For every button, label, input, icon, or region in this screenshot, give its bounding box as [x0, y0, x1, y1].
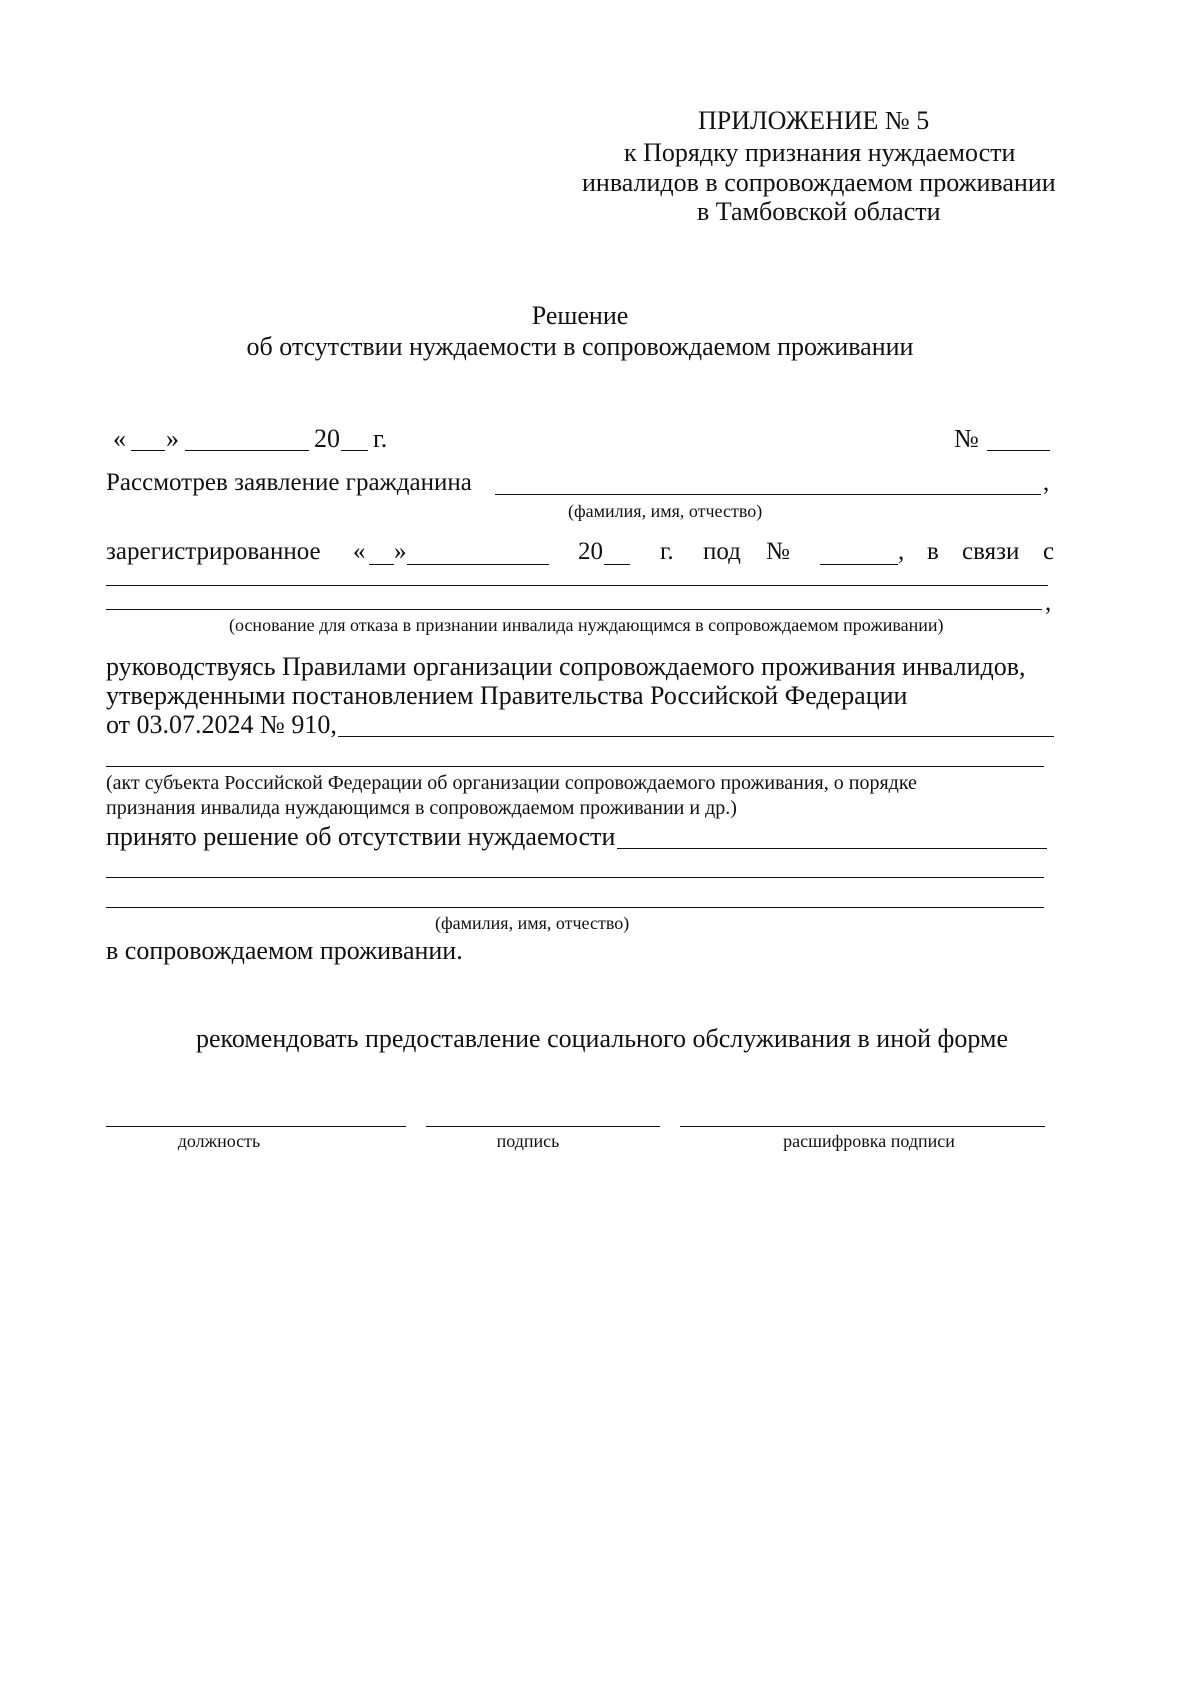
registered-label: зарегистрированное	[106, 538, 321, 565]
decision-number-sign: №	[954, 424, 979, 453]
signature-decoding-field[interactable]	[680, 1126, 1045, 1127]
signature-decoding-caption: расшифровка подписи	[783, 1131, 955, 1151]
signature-caption: подпись	[496, 1131, 560, 1151]
decision-name-field-line-3[interactable]	[106, 907, 1044, 908]
citizen-caption: (фамилия, имя, отчество)	[568, 501, 763, 521]
registered-number-field[interactable]	[820, 564, 898, 565]
registered-month-field[interactable]	[407, 564, 549, 565]
regional-act-caption-2: признания инвалида нуждающимся в сопровождаемом проживании и др.)	[106, 797, 737, 819]
decision-number-field[interactable]	[987, 450, 1050, 451]
registered-comma: ,	[898, 538, 905, 565]
appendix-line-1: к Порядку признания нуждаемости	[624, 138, 1016, 167]
position-field[interactable]	[106, 1126, 406, 1127]
registered-connection: связи	[962, 538, 1020, 565]
regional-act-caption-1: (акт субъекта Российской Федерации об организации сопровождаемого проживания, о порядке	[106, 772, 917, 794]
registered-year-suffix: г.	[660, 538, 674, 565]
signature-field[interactable]	[426, 1126, 660, 1127]
registered-year-prefix: 20	[578, 538, 603, 565]
recommendation-text: рекомендовать предоставление социального обслуживания в иной форме	[196, 1024, 1008, 1053]
guided-line-2: утвержденными постановлением Правительства Российской Федерации	[106, 681, 908, 710]
document-subtitle: об отсутствии нуждаемости в сопровождаемом проживании	[246, 332, 914, 361]
decision-name-field-line-1[interactable]	[617, 848, 1047, 849]
year-field[interactable]	[341, 450, 368, 451]
registered-day-field[interactable]	[369, 564, 394, 565]
reason-field-line-2[interactable]	[106, 609, 1042, 610]
regional-act-field-line-1[interactable]	[338, 736, 1054, 737]
registered-open-quote: «	[353, 538, 366, 565]
document-title: Решение	[531, 301, 629, 330]
decision-caption: (фамилия, имя, отчество)	[435, 913, 630, 933]
decision-label: принято решение об отсутствии нуждаемости	[106, 822, 616, 851]
appendix-number: ПРИЛОЖЕНИЕ № 5	[698, 106, 930, 135]
year-suffix: г.	[373, 424, 388, 453]
date-open-quote: «	[113, 424, 126, 453]
guided-line-1: руководствуясь Правилами организации сопровождаемого проживания инвалидов,	[106, 652, 1026, 681]
registered-with: с	[1043, 538, 1055, 565]
registered-close-quote: »	[394, 538, 407, 565]
appendix-line-3: в Тамбовской области	[697, 197, 941, 226]
day-field[interactable]	[131, 450, 165, 451]
reason-caption: (основание для отказа в признании инвалида нуждающимся в сопровождаемом проживании)	[229, 615, 944, 635]
registered-number-sign: №	[766, 538, 790, 565]
month-field[interactable]	[185, 450, 309, 451]
decision-name-field-line-2[interactable]	[106, 877, 1044, 878]
citizen-name-field[interactable]	[495, 494, 1041, 495]
reason-field-line-1[interactable]	[106, 585, 1048, 586]
decision-tail: в сопровождаемом проживании.	[106, 936, 463, 965]
reason-comma: ,	[1045, 589, 1052, 616]
regional-act-field-line-2[interactable]	[106, 766, 1044, 767]
year-prefix: 20	[314, 424, 340, 453]
citizen-comma: ,	[1043, 469, 1050, 496]
position-caption: должность	[177, 1131, 261, 1151]
appendix-line-2: инвалидов в сопровождаемом проживании	[582, 168, 1056, 197]
registered-in: в	[927, 538, 939, 565]
date-close-quote: »	[166, 424, 179, 453]
citizen-label: Рассмотрев заявление гражданина	[106, 469, 472, 496]
guided-line-3: от 03.07.2024 № 910,	[106, 710, 337, 739]
registered-year-field[interactable]	[604, 564, 630, 565]
registered-under: под	[703, 538, 741, 565]
